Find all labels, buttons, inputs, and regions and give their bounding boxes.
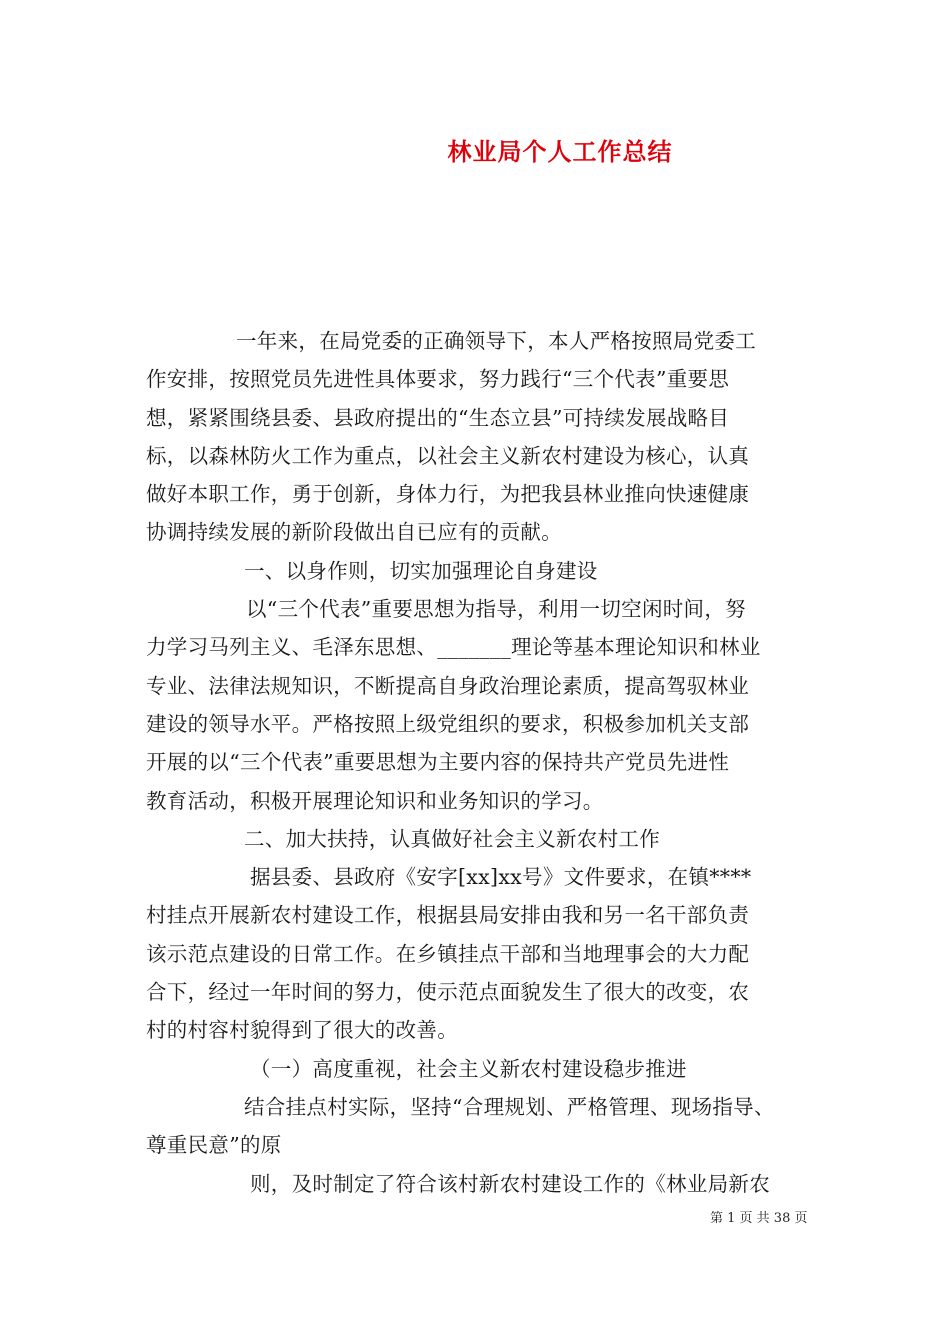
paragraph-line: 想，紧紧围绕县委、县政府提出的“生态立县”可持续发展战略目	[146, 405, 730, 430]
paragraph-line: 专业、法律法规知识，不断提高自身政治理论素质，提高驾驭林业	[146, 673, 750, 698]
document-title: 林业局个人工作总结	[447, 138, 673, 166]
paragraph-line: 作安排，按照党员先进性具体要求，努力践行“三个代表”重要思	[146, 367, 730, 392]
paragraph-line: 协调持续发展的新阶段做出自已应有的贡献。	[146, 520, 562, 545]
paragraph-line: 村的村容村貌得到了很大的改善。	[146, 1018, 458, 1043]
paragraph-line: 力学习马列主义、毛泽东思想、_______理论等基本理论知识和林业	[146, 635, 761, 660]
paragraph-line: 村挂点开展新农村建设工作，根据县局安排由我和另一名干部负责	[146, 903, 750, 928]
page-number-footer: 第 1 页 共 38 页	[710, 1211, 808, 1226]
paragraph-line: 教育活动，积极开展理论知识和业务知识的学习。	[146, 788, 604, 813]
paragraph-line: 以“三个代表”重要思想为指导，利用一切空闲时间，努	[246, 597, 746, 622]
paragraph-line: 则，及时制定了符合该村新农村建设工作的《林业局新农	[250, 1171, 770, 1196]
paragraph-line: 二、加大扶持，认真做好社会主义新农村工作	[244, 826, 660, 851]
paragraph-line: 该示范点建设的日常工作。在乡镇挂点干部和当地理事会的大力配	[146, 941, 750, 966]
paragraph-line: 合下，经过一年时间的努力，使示范点面貌发生了很大的改变，农	[146, 980, 750, 1005]
paragraph-line: 据县委、县政府《安字[xx]xx号》文件要求，在镇****	[250, 865, 752, 890]
document-body	[146, 322, 818, 1203]
paragraph-line: 建设的领导水平。严格按照上级党组织的要求，积极参加机关支部	[146, 711, 750, 736]
paragraph-line: 一年来，在局党委的正确领导下，本人严格按照局党委工	[236, 329, 756, 353]
paragraph-line: 尊重民意”的原	[146, 1133, 282, 1158]
paragraph-line: 开展的以“三个代表”重要思想为主要内容的保持共产党员先进性	[146, 750, 730, 775]
paragraph-line: （一）高度重视，社会主义新农村建设稳步推进	[250, 1056, 687, 1081]
paragraph-line: 做好本职工作，勇于创新，身体力行，为把我县林业推向快速健康	[146, 482, 750, 507]
paragraph-line: 标，以森林防火工作为重点，以社会主义新农村建设为核心，认真	[146, 443, 750, 468]
paragraph-line: 结合挂点村实际，坚持“合理规划、严格管理、现场指导、	[244, 1094, 775, 1119]
paragraph-line: 一、以身作则，切实加强理论自身建设	[244, 558, 598, 583]
